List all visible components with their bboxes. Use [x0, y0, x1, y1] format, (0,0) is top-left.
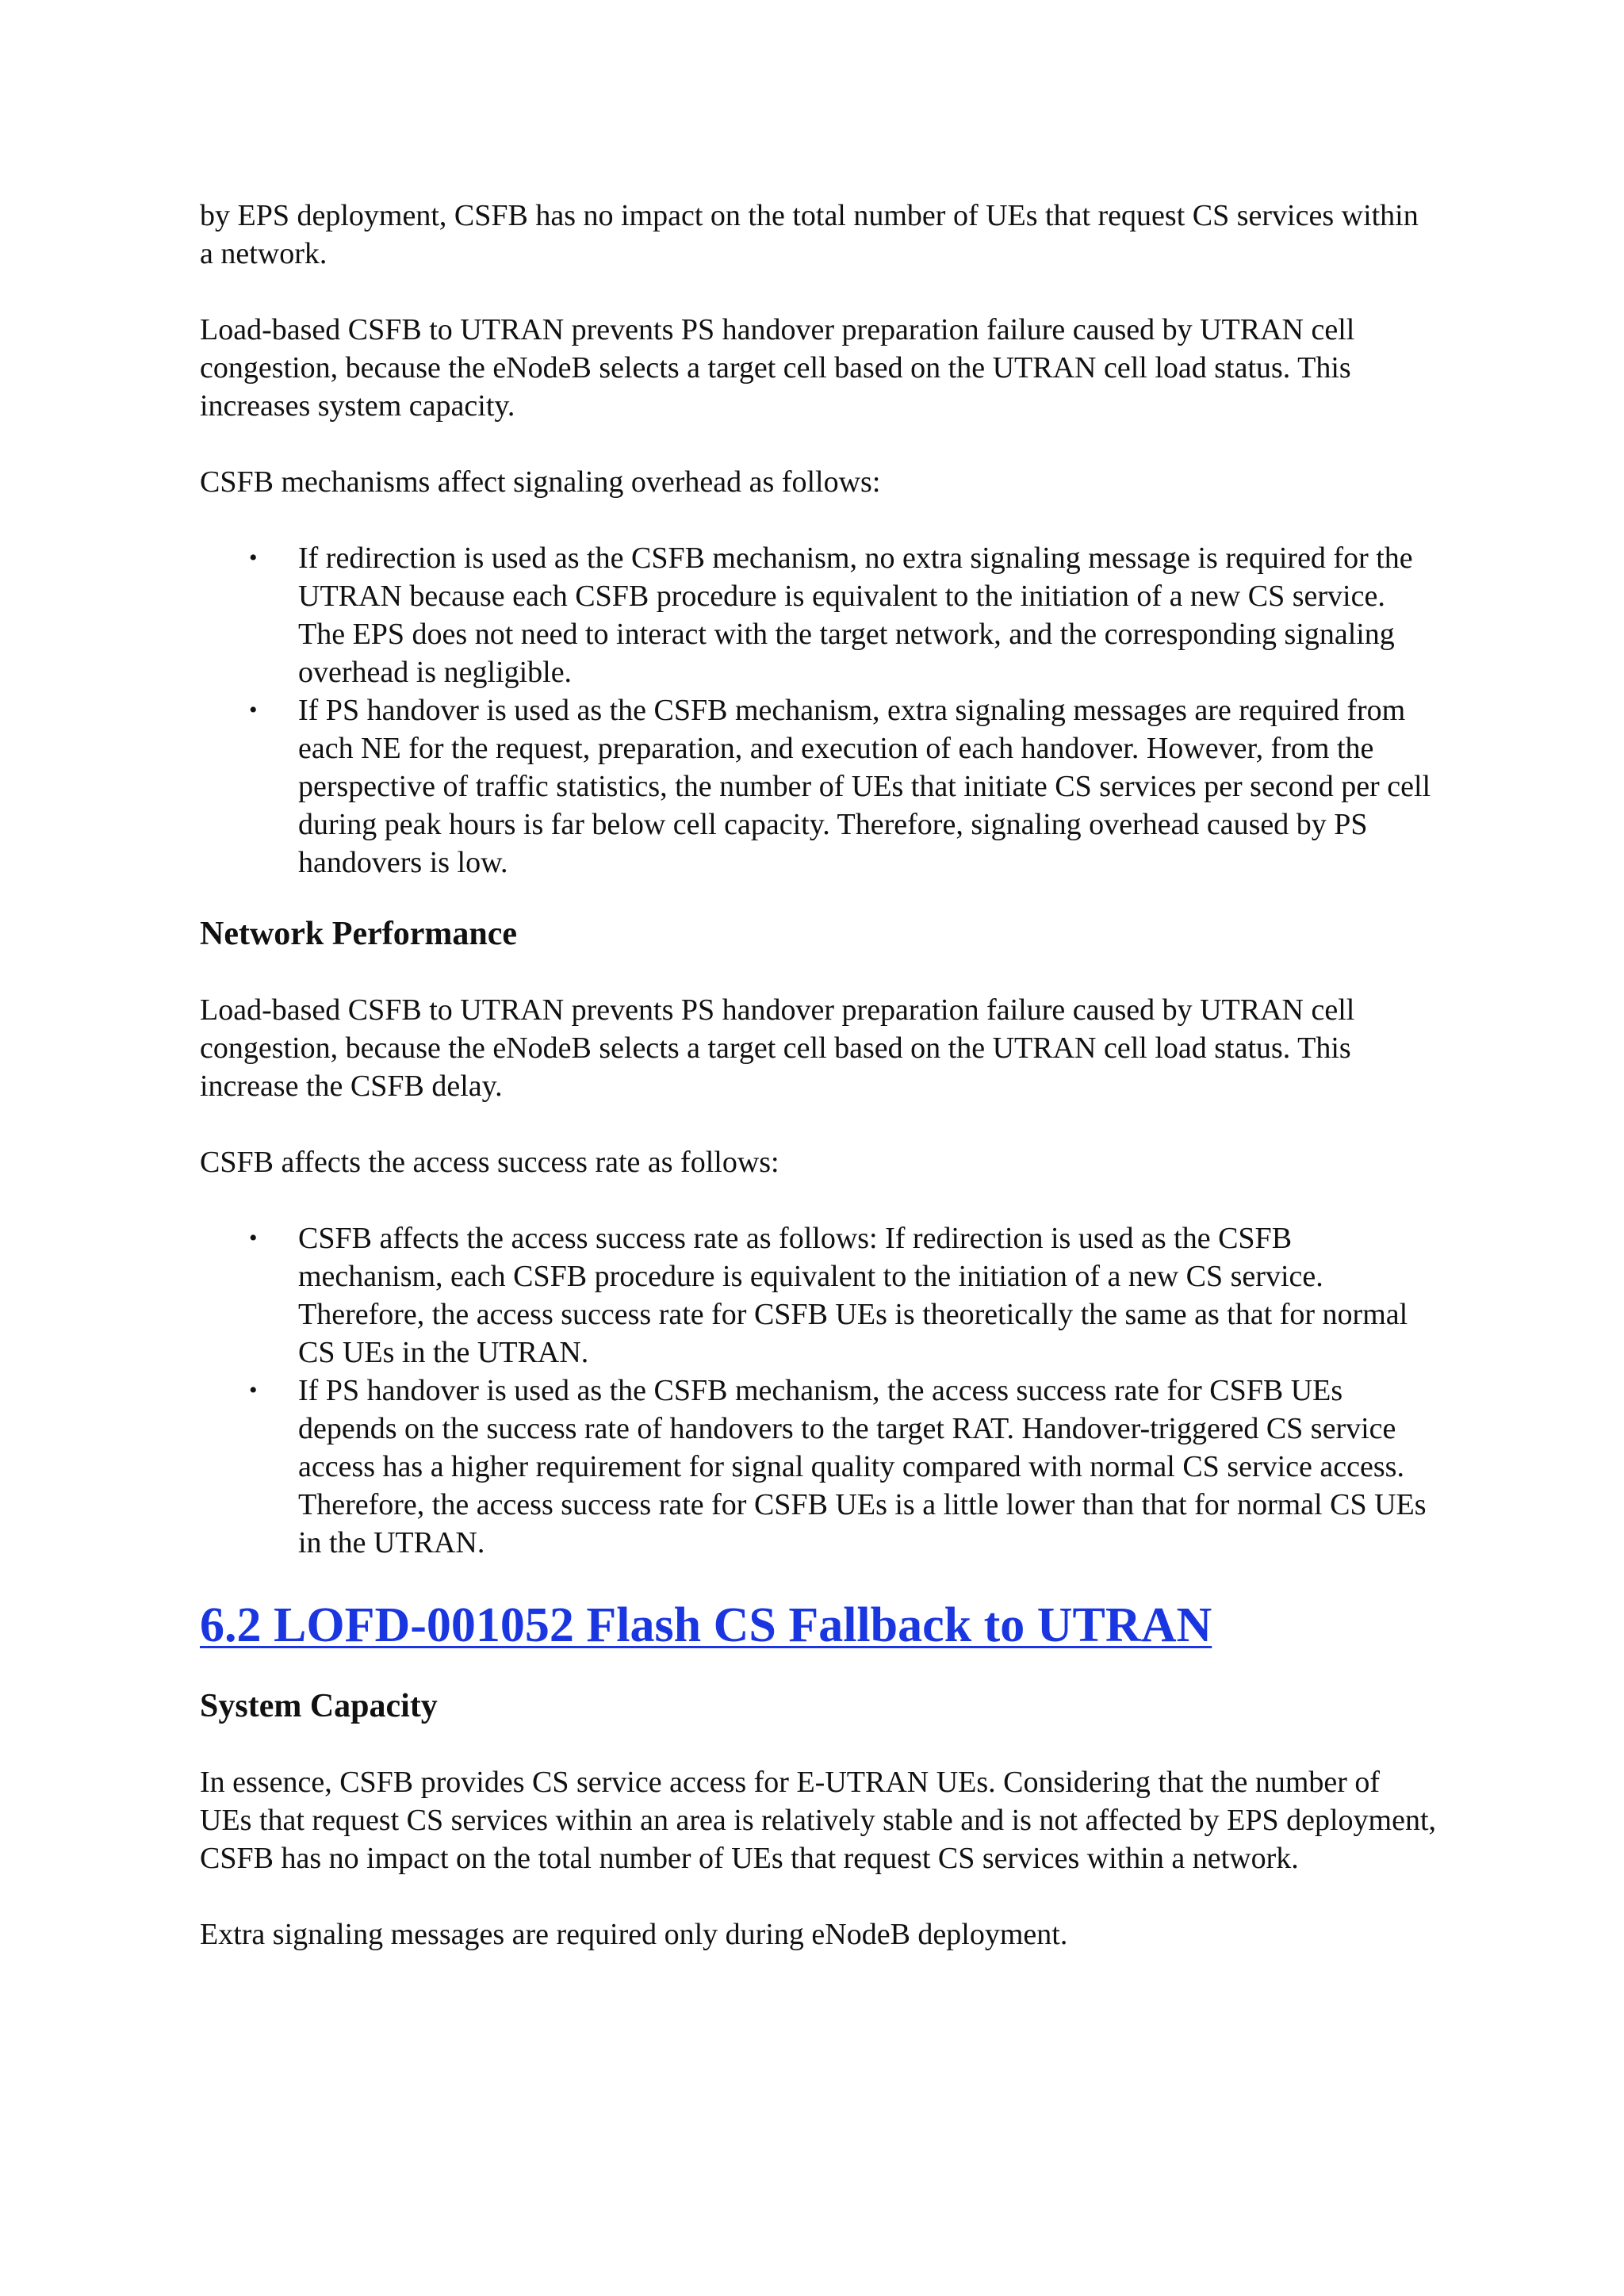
section-heading [200, 1594, 1437, 1657]
paragraph-load-based-delay: Load-based CSFB to UTRAN prevents PS handover preparation failure caused by UTRAN cell congestion, because the eNodeB selects a target cell based on the UTRAN cell load status. This increase the CSFB delay. [200, 993, 1355, 1103]
paragraph-load-based-capacity: Load-based CSFB to UTRAN prevents PS handover preparation failure caused by UTRAN cell congestion, because the eNodeB selects a target cell based on the UTRAN cell load status. This increases system capacity. [200, 313, 1355, 423]
list-item-text: If PS handover is used as the CSFB mechanism, extra signaling messages are required from each NE for the request, preparation, and execution of each handover. However, from the perspective of traffic statistics, the number of UEs that initiate CS services per second per cell during peak hours is far below cell capacity. Therefore, signaling overhead caused by PS handovers is low. [298, 694, 1431, 879]
paragraph-csfb-essence: In essence, CSFB provides CS service access for E-UTRAN UEs. Considering that the number of UEs that request CS services within an area is relatively stable and is not affected by EPS deployment, CSFB has no impact on the total number of UEs that request CS services within a network. [200, 1766, 1437, 1875]
bullet-icon: • [249, 697, 258, 723]
signaling-overhead-list [200, 539, 1437, 882]
list-item [200, 1219, 1437, 1372]
heading-network-performance: Network Performance [200, 916, 517, 952]
paragraph-extra-signaling: Extra signaling messages are required only during eNodeB deployment. [200, 1918, 1068, 1951]
list-item-text: If PS handover is used as the CSFB mechanism, the access success rate for CSFB UEs depends on the success rate of handovers to the target RAT. Handover-triggered CS service access has a higher requirement for signal quality compared with normal CS service access. Therefore, the access success rate for CSFB UEs is a little lower than that for normal CS UEs in the UTRAN. [298, 1374, 1427, 1559]
paragraph-signaling-overhead-intro: CSFB mechanisms affect signaling overhead as follows: [200, 465, 881, 499]
list-item-text: If redirection is used as the CSFB mechanism, no extra signaling message is required for the UTRAN because each CSFB procedure is equivalent to the initiation of a new CS service. The EPS does not need to interact with the target network, and the corresponding signaling overhead is negligible. [298, 541, 1413, 689]
heading-system-capacity: System Capacity [200, 1688, 438, 1724]
list-item-text: CSFB affects the access success rate as follows: If redirection is used as the CSFB mechanism, each CSFB procedure is equivalent to the initiation of a new CS service. Therefore, the access success rate for CSFB UEs is theoretically the same as that for normal CS UEs in the UTRAN. [298, 1222, 1408, 1369]
section-heading-link[interactable]: 6.2 LOFD-001052 Flash CS Fallback to UTRAN [200, 1598, 1212, 1652]
paragraph-eps-deployment: by EPS deployment, CSFB has no impact on the total number of UEs that request CS services within a network. [200, 199, 1419, 270]
bullet-icon: • [249, 1225, 258, 1251]
list-item [200, 1372, 1437, 1562]
list-item [200, 691, 1437, 882]
paragraph-access-success-intro: CSFB affects the access success rate as follows: [200, 1146, 779, 1179]
list-item [200, 539, 1437, 691]
access-success-list [200, 1219, 1437, 1562]
bullet-icon: • [249, 1377, 258, 1403]
bullet-icon: • [249, 545, 258, 571]
document-page [200, 197, 1437, 1992]
